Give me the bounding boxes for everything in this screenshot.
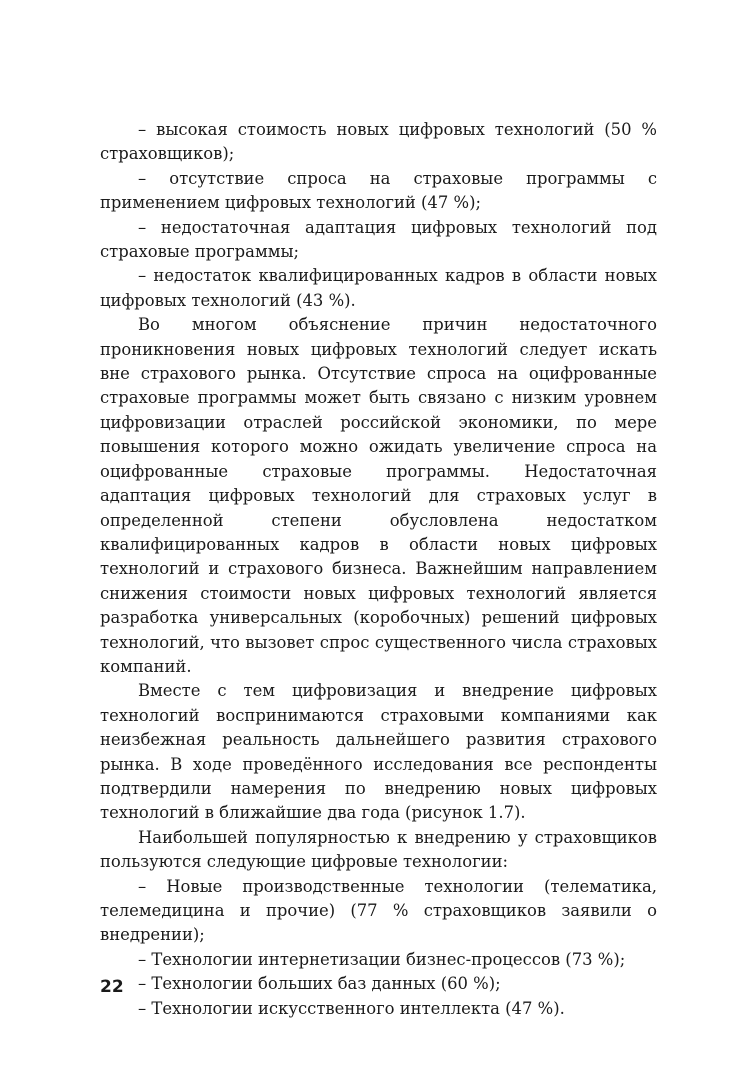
- paragraph: Вместе с тем цифровизация и внедрение цифровых технологий воспринимаются страховыми компаниями как неизбежная реальность дальнейшего развития страхового рынка. В ходе проведённого исследования все респонденты подтвердили намерения по внедрению новых цифровых технологий в ближайшие два года (рисунок 1.7).: [100, 681, 657, 823]
- list-item: – Новые производственные технологии (телематика, телемедицина и прочие) (77 % страховщиков заявили о внедрении);: [100, 876, 657, 945]
- paragraph: Во многом объяснение причин недостаточного проникновения новых цифровых технологий следует искать вне страхового рынка. Отсутствие спроса на оцифрованные страховые программы может быть связано с низким уровнем цифровизации отраслей российской экономики, по мере повышения которого можно ожидать увеличение спроса на оцифрованные страховые программы. Недостаточная адаптация цифровых технологий для страховых услуг в определенной степени обусловлена недостатком квалифицированных кадров в области новых цифровых технологий и страхового бизнеса. Важнейшим направлением снижения стоимости новых цифровых технологий является разработка универсальных (коробочных) решений цифровых технологий, что вызовет спрос существенного числа страховых компаний.: [100, 315, 657, 676]
- list-item: – Технологии больших баз данных (60 %);: [138, 974, 501, 994]
- list-item: – Технологии искусственного интеллекта (47 %).: [138, 998, 565, 1018]
- page-number: 22: [100, 977, 124, 997]
- list-item: – отсутствие спроса на страховые программы с применением цифровых технологий (47 %);: [100, 168, 657, 213]
- list-item: – Технологии интернетизации бизнес-процессов (73 %);: [138, 949, 626, 969]
- list-item: – недостаточная адаптация цифровых технологий под страховые программы;: [100, 217, 657, 262]
- body-text: [100, 118, 657, 1021]
- list-item: – недостаток квалифицированных кадров в области новых цифровых технологий (43 %).: [100, 266, 657, 310]
- list-item: – высокая стоимость новых цифровых технологий (50 % страховщиков);: [100, 120, 657, 164]
- paragraph: Наибольшей популярностью к внедрению у страховщиков пользуются следующие цифровые технологии:: [100, 827, 657, 872]
